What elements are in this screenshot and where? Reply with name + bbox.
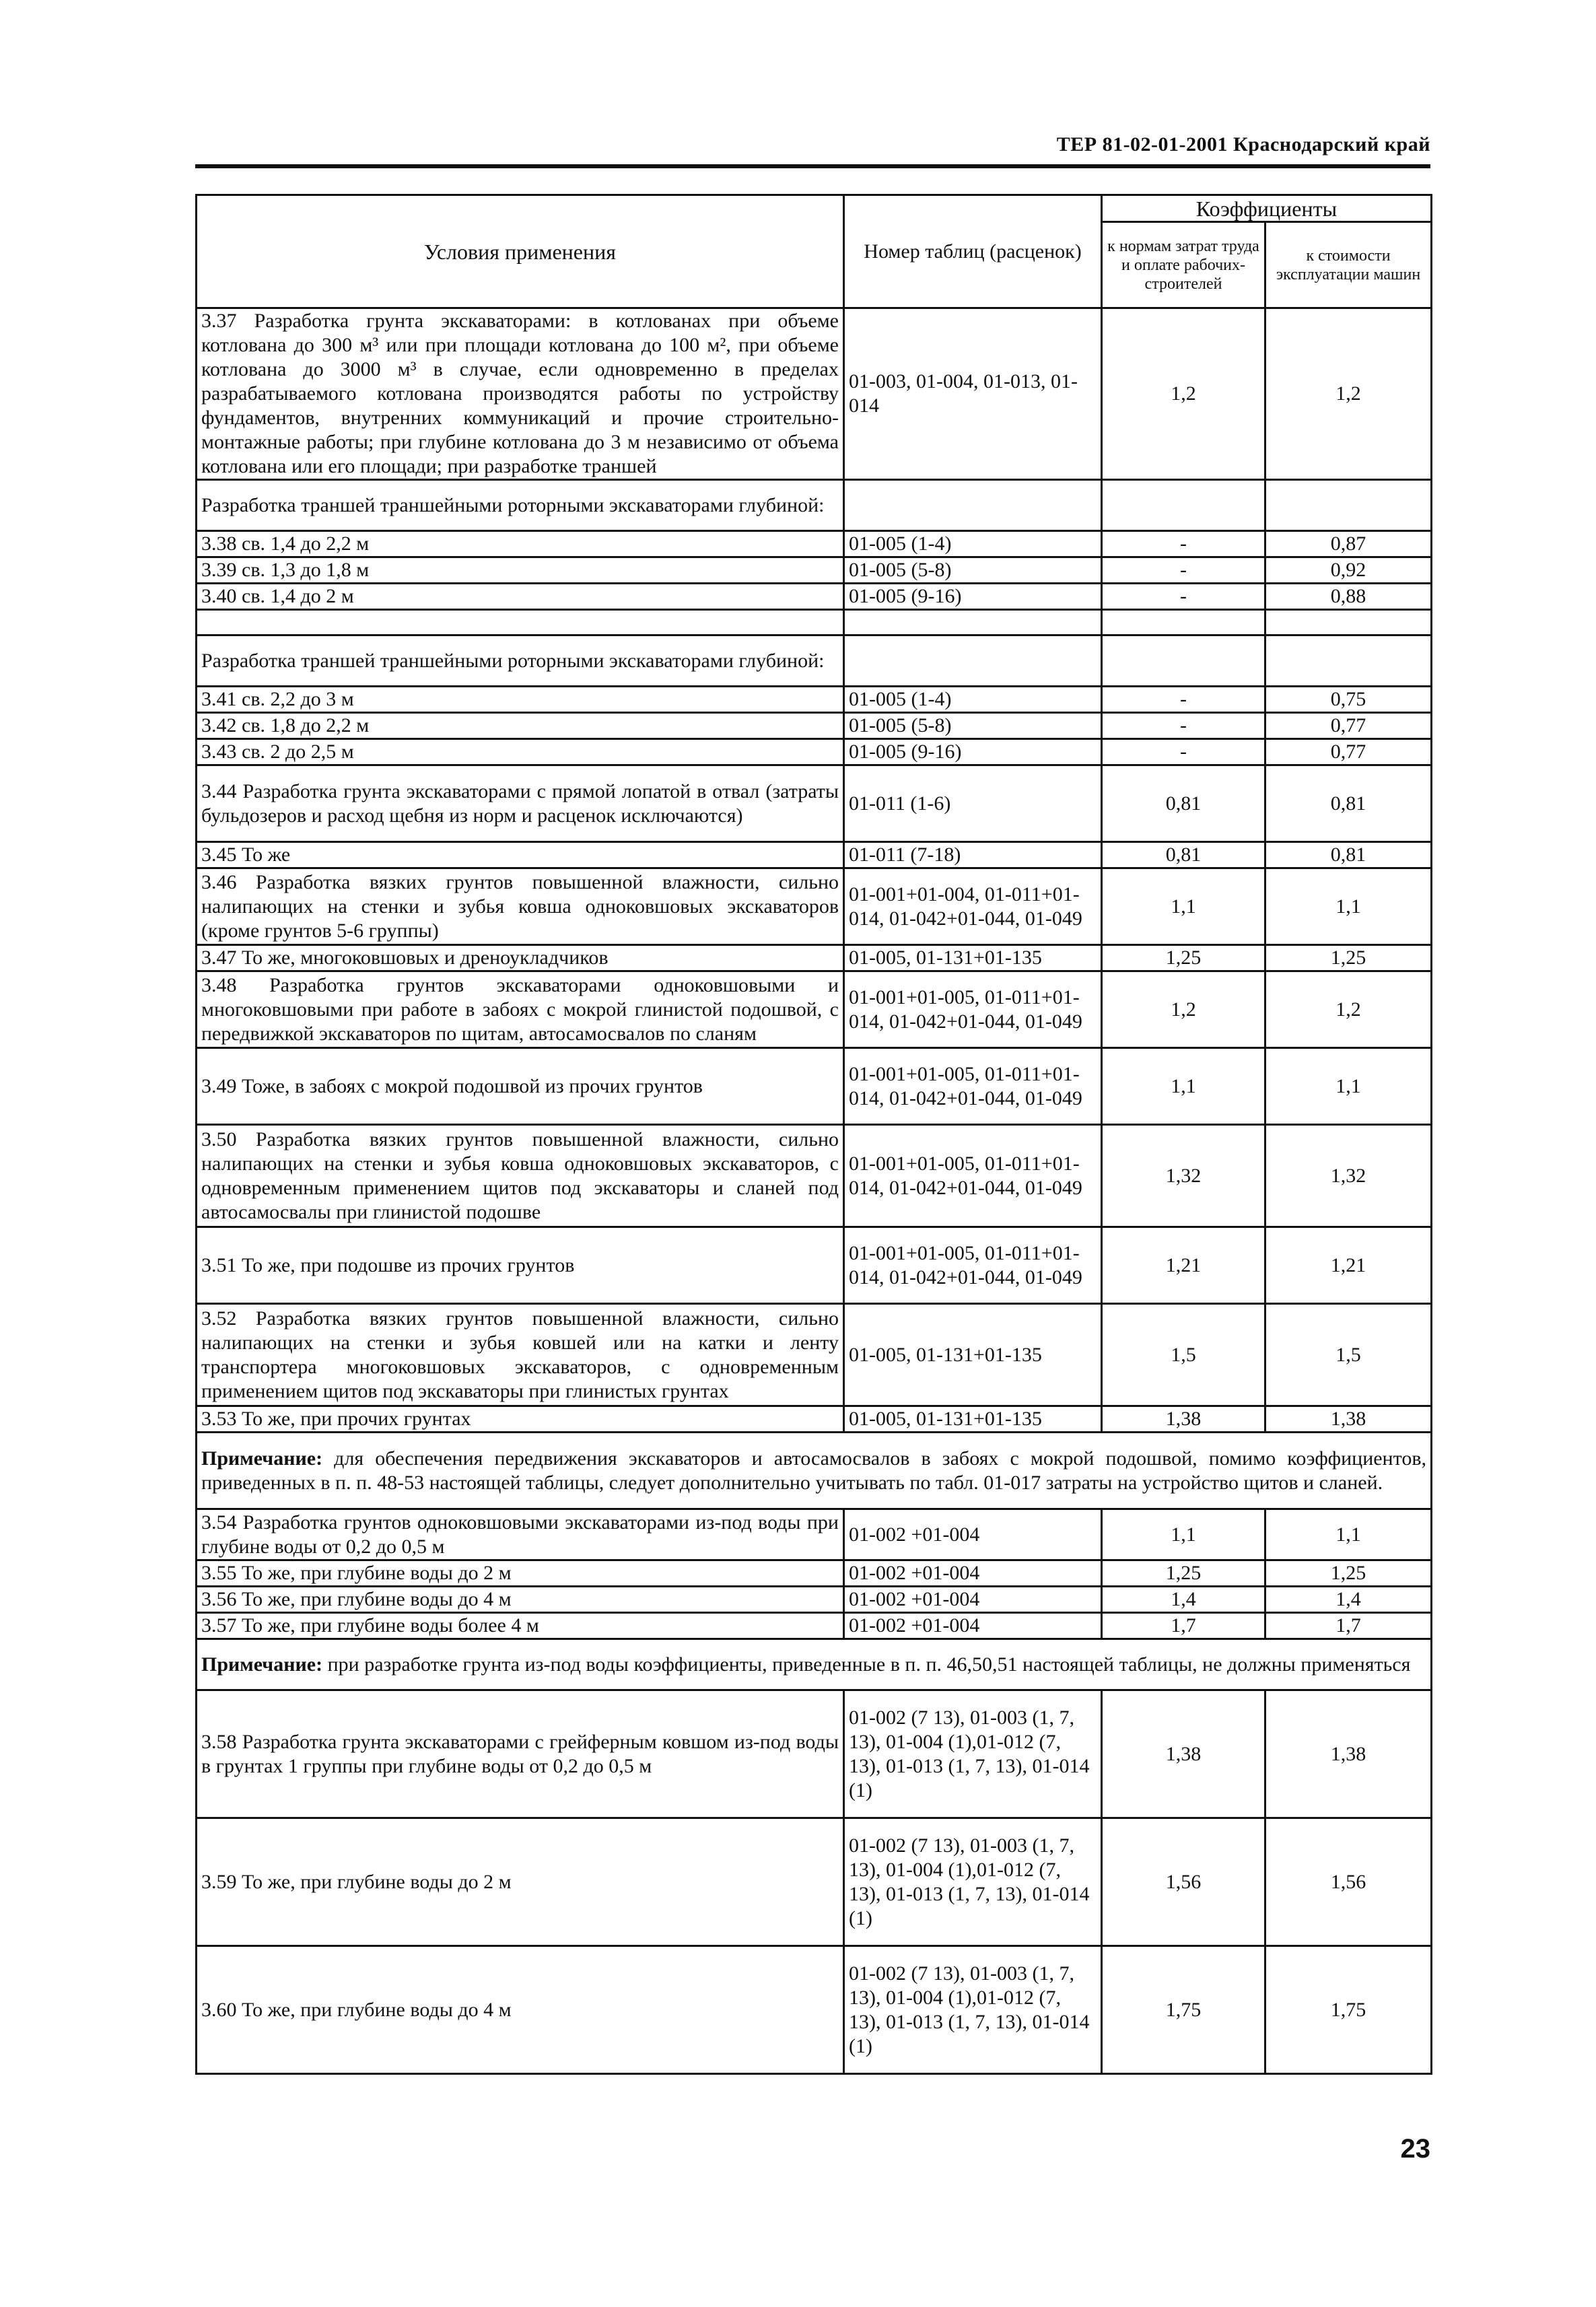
note-1-cell <box>197 1433 1432 1509</box>
table-number-cell: 01-011 (1-6) <box>844 765 1102 842</box>
labor-coefficient-cell: 1,1 <box>1102 1509 1265 1560</box>
labor-coefficient-cell: 1,1 <box>1102 868 1265 945</box>
labor-coefficient-cell: 0,81 <box>1102 842 1265 868</box>
machines-coefficient-cell: 1,2 <box>1265 971 1432 1048</box>
machines-coefficient-cell: 0,88 <box>1265 584 1432 610</box>
table-row <box>197 308 1432 480</box>
condition-cell: 3.44 Разработка грунта экскаваторами с прямой лопатой в отвал (затраты бульдозеров и расход щебня из норм и расценок исключаются) <box>197 765 844 842</box>
condition-cell: 3.57 То же, при глубине воды более 4 м <box>197 1613 844 1639</box>
labor-coefficient-cell: 1,4 <box>1102 1587 1265 1613</box>
labor-coefficient-cell: - <box>1102 531 1265 557</box>
machines-coefficient-cell: 0,81 <box>1265 842 1432 868</box>
condition-cell: 3.43 св. 2 до 2,5 м <box>197 739 844 765</box>
table-row <box>197 739 1432 765</box>
table-number-cell: 01-002 +01-004 <box>844 1560 1102 1587</box>
machines-coefficient-cell: 1,38 <box>1265 1406 1432 1433</box>
machines-coefficient-cell: 1,1 <box>1265 1509 1432 1560</box>
header-machines-coefficient: к стоимости эксплуатации машин <box>1265 222 1432 308</box>
machines-coefficient-cell: 1,56 <box>1265 1818 1432 1946</box>
machines-coefficient-cell: 1,25 <box>1265 1560 1432 1587</box>
table-row <box>197 1613 1432 1639</box>
labor-coefficient-cell: - <box>1102 687 1265 713</box>
note-2-cell <box>197 1639 1432 1690</box>
table-row <box>197 635 1432 687</box>
table-number-cell <box>844 610 1102 635</box>
labor-coefficient-cell: 1,56 <box>1102 1818 1265 1946</box>
table-note-1 <box>197 1433 1432 1509</box>
table-number-cell: 01-003, 01-004, 01-013, 01-014 <box>844 308 1102 480</box>
table-row <box>197 713 1432 739</box>
condition-cell <box>197 610 844 635</box>
table-row <box>197 584 1432 610</box>
table-note-2 <box>197 1639 1432 1690</box>
machines-coefficient-cell: 1,21 <box>1265 1227 1432 1304</box>
machines-coefficient-cell: 0,87 <box>1265 531 1432 557</box>
note-1-label: Примечание: <box>201 1447 323 1470</box>
condition-cell: Разработка траншей траншейными роторными экскаваторами глубиной: <box>197 480 844 531</box>
coefficients-table <box>195 194 1432 2075</box>
condition-cell: 3.54 Разработка грунтов одноковшовыми экскаваторами из-под воды при глубине воды от 0,2 до 0,5 м <box>197 1509 844 1560</box>
table-row <box>197 1818 1432 1946</box>
condition-cell: 3.52 Разработка вязких грунтов повышенной влажности, сильно налипающих на стенки и зубья ковшей или на катки и ленту транспортера многоковшовых экскаваторов, с одновременным применением щитов под экскаваторы при глинистых грунтах <box>197 1304 844 1406</box>
machines-coefficient-cell <box>1265 480 1432 531</box>
header-rule <box>195 164 1430 168</box>
table-row <box>197 1406 1432 1433</box>
table-row <box>197 765 1432 842</box>
table-number-cell: 01-001+01-005, 01-011+01-014, 01-042+01-044, 01-049 <box>844 1048 1102 1125</box>
table-row <box>197 1946 1432 2074</box>
table-body-underwater <box>197 1509 1432 1639</box>
table-number-cell: 01-011 (7-18) <box>844 842 1102 868</box>
table-number-cell: 01-002 +01-004 <box>844 1613 1102 1639</box>
machines-coefficient-cell: 0,75 <box>1265 687 1432 713</box>
table-number-cell: 01-001+01-005, 01-011+01-014, 01-042+01-044, 01-049 <box>844 1125 1102 1227</box>
labor-coefficient-cell: 1,75 <box>1102 1946 1265 2074</box>
condition-cell: 3.56 То же, при глубине воды до 4 м <box>197 1587 844 1613</box>
table-row <box>197 531 1432 557</box>
labor-coefficient-cell: 1,25 <box>1102 945 1265 971</box>
condition-cell: 3.37 Разработка грунта экскаваторами: в котлованах при объеме котлована до 300 м³ или при площади котлована до 100 м², при объеме котлована до 3000 м³ в случае, если одновременно в пределах разрабатываемого котлована производятся работы по устройству фундаментов, внутренних коммуникаций и прочие строительно-монтажные работы; при глубине котлована до 3 м независимо от объема котлована или его площади; при разработке траншей <box>197 308 844 480</box>
table-number-cell: 01-001+01-005, 01-011+01-014, 01-042+01-044, 01-049 <box>844 971 1102 1048</box>
machines-coefficient-cell: 1,75 <box>1265 1946 1432 2074</box>
condition-cell: 3.55 То же, при глубине воды до 2 м <box>197 1560 844 1587</box>
condition-cell: 3.41 св. 2,2 до 3 м <box>197 687 844 713</box>
page-number: 23 <box>1400 2134 1430 2164</box>
machines-coefficient-cell <box>1265 610 1432 635</box>
header-conditions: Условия применения <box>197 195 844 308</box>
table-number-cell: 01-002 +01-004 <box>844 1587 1102 1613</box>
labor-coefficient-cell: 1,7 <box>1102 1613 1265 1639</box>
condition-cell: 3.45 То же <box>197 842 844 868</box>
machines-coefficient-cell: 1,25 <box>1265 945 1432 971</box>
table-row <box>197 1048 1432 1125</box>
table-number-cell: 01-002 (7 13), 01-003 (1, 7, 13), 01-004 (1),01-012 (7, 13), 01-013 (1, 7, 13), 01-014 (1) <box>844 1818 1102 1946</box>
header-labor-coefficient: к нормам затрат труда и оплате рабочих-строителей <box>1102 222 1265 308</box>
labor-coefficient-cell: 1,5 <box>1102 1304 1265 1406</box>
labor-coefficient-cell: 0,81 <box>1102 765 1265 842</box>
table-row <box>197 1560 1432 1587</box>
labor-coefficient-cell: - <box>1102 557 1265 584</box>
condition-cell: 3.58 Разработка грунта экскаваторами с грейферным ковшом из-под воды в грунтах 1 группы при глубине воды от 0,2 до 0,5 м <box>197 1690 844 1818</box>
note-1-text: для обеспечения передвижения экскаваторов и автосамосвалов в забоях с мокрой подошвой, помимо коэффициентов, приведенных в п. п. 48-53 настоящей таблицы, следует дополнительно учитывать по табл. 01-017 затраты на устройство щитов и сланей. <box>201 1447 1426 1494</box>
table-row <box>197 1125 1432 1227</box>
table-number-cell: 01-005 (5-8) <box>844 557 1102 584</box>
condition-cell: 3.39 св. 1,3 до 1,8 м <box>197 557 844 584</box>
machines-coefficient-cell: 1,5 <box>1265 1304 1432 1406</box>
note-2-label: Примечание: <box>201 1653 323 1676</box>
labor-coefficient-cell <box>1102 635 1265 687</box>
coefficients-table-container <box>195 194 1430 2075</box>
machines-coefficient-cell: 1,1 <box>1265 868 1432 945</box>
table-number-cell <box>844 480 1102 531</box>
table-number-cell: 01-002 (7 13), 01-003 (1, 7, 13), 01-004 (1),01-012 (7, 13), 01-013 (1, 7, 13), 01-014 (1) <box>844 1690 1102 1818</box>
table-row <box>197 557 1432 584</box>
labor-coefficient-cell: 1,2 <box>1102 971 1265 1048</box>
machines-coefficient-cell: 0,77 <box>1265 713 1432 739</box>
table-row <box>197 687 1432 713</box>
machines-coefficient-cell: 1,1 <box>1265 1048 1432 1125</box>
labor-coefficient-cell: - <box>1102 584 1265 610</box>
condition-cell: 3.40 св. 1,4 до 2 м <box>197 584 844 610</box>
machines-coefficient-cell: 1,32 <box>1265 1125 1432 1227</box>
condition-cell: 3.42 св. 1,8 до 2,2 м <box>197 713 844 739</box>
table-number-cell: 01-005 (9-16) <box>844 739 1102 765</box>
table-number-cell: 01-005 (1-4) <box>844 531 1102 557</box>
labor-coefficient-cell: 1,25 <box>1102 1560 1265 1587</box>
table-number-cell: 01-002 +01-004 <box>844 1509 1102 1560</box>
table-row <box>197 1509 1432 1560</box>
table-body-main <box>197 308 1432 1433</box>
machines-coefficient-cell: 1,4 <box>1265 1587 1432 1613</box>
table-number-cell: 01-005 (9-16) <box>844 584 1102 610</box>
labor-coefficient-cell: 1,38 <box>1102 1406 1265 1433</box>
table-number-cell: 01-005 (1-4) <box>844 687 1102 713</box>
document-header: ТЕР 81-02-01-2001 Краснодарский край <box>1056 133 1430 156</box>
condition-cell: 3.53 То же, при прочих грунтах <box>197 1406 844 1433</box>
labor-coefficient-cell: 1,38 <box>1102 1690 1265 1818</box>
labor-coefficient-cell: 1,32 <box>1102 1125 1265 1227</box>
note-2-text: при разработке грунта из-под воды коэффициенты, приведенные в п. п. 46,50,51 настоящей таблицы, не должны применяться <box>322 1653 1411 1676</box>
header-table-number: Номер таблиц (расценок) <box>844 195 1102 308</box>
table-row <box>197 610 1432 635</box>
table-row <box>197 842 1432 868</box>
condition-cell: 3.48 Разработка грунтов экскаваторами одноковшовыми и многоковшовыми при работе в забоях с мокрой глинистой подошвой, с передвижкой экскаваторов по щитам, автосамосвалов по сланям <box>197 971 844 1048</box>
machines-coefficient-cell: 1,7 <box>1265 1613 1432 1639</box>
machines-coefficient-cell: 0,92 <box>1265 557 1432 584</box>
labor-coefficient-cell: 1,21 <box>1102 1227 1265 1304</box>
header-coefficients: Коэффициенты <box>1102 195 1432 222</box>
table-row <box>197 1690 1432 1818</box>
table-number-cell: 01-005, 01-131+01-135 <box>844 1406 1102 1433</box>
machines-coefficient-cell <box>1265 635 1432 687</box>
table-number-cell: 01-005, 01-131+01-135 <box>844 945 1102 971</box>
machines-coefficient-cell: 1,38 <box>1265 1690 1432 1818</box>
labor-coefficient-cell <box>1102 610 1265 635</box>
condition-cell: 3.38 св. 1,4 до 2,2 м <box>197 531 844 557</box>
table-number-cell: 01-005 (5-8) <box>844 713 1102 739</box>
table-row <box>197 1227 1432 1304</box>
table-row <box>197 1304 1432 1406</box>
machines-coefficient-cell: 0,77 <box>1265 739 1432 765</box>
condition-cell: 3.47 То же, многоковшовых и дреноукладчиков <box>197 945 844 971</box>
machines-coefficient-cell: 1,2 <box>1265 308 1432 480</box>
table-row <box>197 480 1432 531</box>
table-number-cell: 01-001+01-005, 01-011+01-014, 01-042+01-044, 01-049 <box>844 1227 1102 1304</box>
table-row <box>197 1587 1432 1613</box>
condition-cell: 3.60 То же, при глубине воды до 4 м <box>197 1946 844 2074</box>
labor-coefficient-cell: - <box>1102 739 1265 765</box>
table-row <box>197 971 1432 1048</box>
table-number-cell: 01-005, 01-131+01-135 <box>844 1304 1102 1406</box>
labor-coefficient-cell: 1,2 <box>1102 308 1265 480</box>
table-body-grab <box>197 1690 1432 2074</box>
condition-cell: 3.51 То же, при подошве из прочих грунтов <box>197 1227 844 1304</box>
labor-coefficient-cell: - <box>1102 713 1265 739</box>
condition-cell: Разработка траншей траншейными роторными экскаваторами глубиной: <box>197 635 844 687</box>
machines-coefficient-cell: 0,81 <box>1265 765 1432 842</box>
table-row <box>197 945 1432 971</box>
table-number-cell: 01-001+01-004, 01-011+01-014, 01-042+01-044, 01-049 <box>844 868 1102 945</box>
labor-coefficient-cell <box>1102 480 1265 531</box>
condition-cell: 3.59 То же, при глубине воды до 2 м <box>197 1818 844 1946</box>
condition-cell: 3.46 Разработка вязких грунтов повышенной влажности, сильно налипающих на стенки и зубья ковша одноковшовых экскаваторов (кроме грунтов 5-6 группы) <box>197 868 844 945</box>
labor-coefficient-cell: 1,1 <box>1102 1048 1265 1125</box>
condition-cell: 3.50 Разработка вязких грунтов повышенной влажности, сильно налипающих на стенки и зубья ковша одноковшовых экскаваторов, с одновременным применением щитов под экскаваторы и сланей под автосамосвалы при глинистой подошве <box>197 1125 844 1227</box>
table-row <box>197 868 1432 945</box>
condition-cell: 3.49 Тоже, в забоях с мокрой подошвой из прочих грунтов <box>197 1048 844 1125</box>
table-number-cell: 01-002 (7 13), 01-003 (1, 7, 13), 01-004 (1),01-012 (7, 13), 01-013 (1, 7, 13), 01-014 (1) <box>844 1946 1102 2074</box>
table-number-cell <box>844 635 1102 687</box>
